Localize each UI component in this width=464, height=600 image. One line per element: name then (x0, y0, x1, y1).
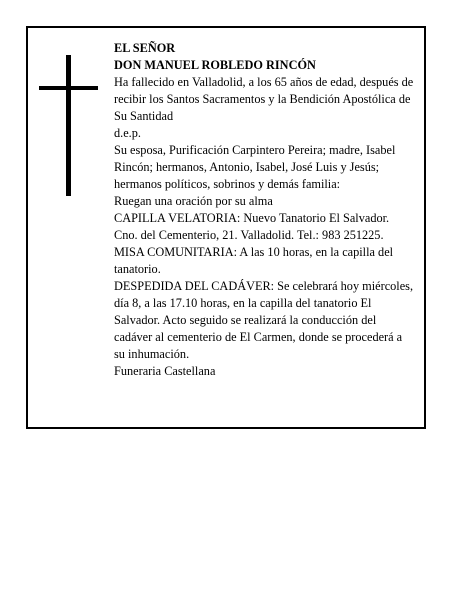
cross-icon-bar (39, 86, 98, 90)
funeral-home: Funeraria Castellana (114, 364, 216, 378)
farewell-info: DESPEDIDA DEL CADÁVER: Se celebrará hoy miércoles, día 8, a las 17.10 horas, en la capilla del tanatorio El Salvador. Acto seguido se realizará la conducción del cadáver al cementerio de El Carmen, donde se procederá a su inhumación. (114, 279, 414, 361)
family-list: Su esposa, Purificación Carpintero Pereira; madre, Isabel Rincón; hermanos, Antonio, Isabel, José Luis y Jesús; hermanos políticos, sobrinos y demás familia: (114, 143, 396, 191)
death-announcement: Ha fallecido en Valladolid, a los 65 años de edad, después de recibir los Santos Sacramentos y la Bendición Apostólica de Su Santidad (114, 75, 414, 123)
obituary-notice (26, 26, 426, 429)
deceased-name: DON MANUEL ROBLEDO RINCÓN (114, 58, 316, 72)
notice-body (114, 40, 414, 380)
notice-title: EL SEÑOR (114, 41, 176, 55)
cross-icon (66, 55, 71, 196)
rip-abbreviation: d.e.p. (114, 126, 141, 140)
chapel-info: CAPILLA VELATORIA: Nuevo Tanatorio El Salvador. Cno. del Cementerio, 21. Valladolid. Tel.: 983 251225. MISA COMUNITARIA: A las 10 horas, en la capilla del tanatorio. (114, 211, 394, 276)
prayer-request: Ruegan una oración por su alma (114, 194, 273, 208)
